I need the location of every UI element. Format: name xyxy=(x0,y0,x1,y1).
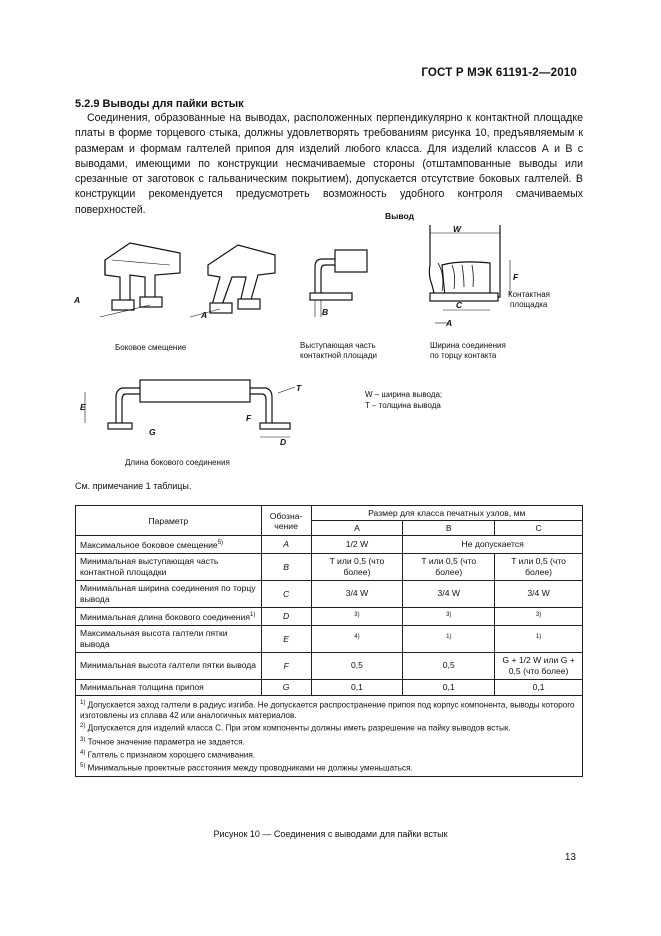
row-value-c: 1) xyxy=(535,634,542,641)
dim-a-label-1: A xyxy=(74,295,81,305)
page-number: 13 xyxy=(564,852,576,863)
row-param: Минимальная толщина припоя xyxy=(76,679,262,695)
row-symbol: G xyxy=(261,679,311,695)
note-before-table: См. примечание 1 таблицы. xyxy=(75,481,192,491)
row-value-c: G + 1/2 W или G + 0,5 (что более) xyxy=(495,652,583,679)
dim-g-label: G xyxy=(149,427,156,437)
row-symbol: D xyxy=(261,607,311,625)
caption-side-length: Длина бокового соединения xyxy=(125,458,230,467)
header-size: Размер для класса печатных узлов, мм xyxy=(311,506,582,521)
row-value-a: 3/4 W xyxy=(311,580,403,607)
end-joint-illustration xyxy=(429,225,510,323)
row-value-b: 0,5 xyxy=(403,652,495,679)
figure-10-drawing xyxy=(60,205,600,475)
header-class-c: C xyxy=(495,521,583,536)
row-value-b: 1) xyxy=(446,634,452,641)
pad-label-1: Контактная xyxy=(508,290,551,299)
header-class-a: A xyxy=(311,521,403,536)
row-value-a: 0,1 xyxy=(311,679,403,695)
header-parameter: Параметр xyxy=(76,506,262,536)
row-value-c: 0,1 xyxy=(495,679,583,695)
row-symbol: B xyxy=(261,553,311,580)
footnote: $^{5)}$ Минимальные проектные расстояния между проводниками не должны уменьшаться. xyxy=(80,763,413,773)
section-title: 5.2.9 Выводы для пайки встык xyxy=(75,98,244,110)
row-value-bc: Не допускается xyxy=(403,536,583,554)
dim-t-label: T xyxy=(296,383,302,393)
table-row xyxy=(76,625,583,652)
table-row xyxy=(76,607,583,625)
row-value-a: 4) xyxy=(354,634,360,641)
table-footnotes xyxy=(76,695,583,777)
row-symbol: C xyxy=(261,580,311,607)
dim-a-label-3: A xyxy=(446,318,453,328)
row-value-b: 3/4 W xyxy=(403,580,495,607)
legend-w: W – ширина вывода; xyxy=(365,390,443,399)
row-value-c: 3/4 W xyxy=(495,580,583,607)
row-value-c: T или 0,5 (что более) xyxy=(495,553,583,580)
row-param: Минимальная выступающая часть контактной площадки xyxy=(76,553,262,580)
dim-d-label: D xyxy=(280,437,287,447)
row-param: Минимальная длина бокового соединения xyxy=(80,611,250,622)
dim-a-label-2: A xyxy=(201,310,208,320)
table-row xyxy=(76,536,583,554)
row-value-b: 3) xyxy=(446,611,452,618)
dim-b-label: B xyxy=(322,307,329,317)
row-value-b: 0,1 xyxy=(403,679,495,695)
row-value-a: 3) xyxy=(354,611,360,618)
row-value-a: 1/2 W xyxy=(311,536,403,554)
row-param: Максимальная высота галтели пятки вывода xyxy=(76,625,262,652)
caption-side-offset: Боковое смещение xyxy=(115,343,187,352)
table-row xyxy=(76,679,583,695)
dim-e-label: E xyxy=(80,402,86,412)
row-param: Минимальная высота галтели пятки вывода xyxy=(76,652,262,679)
row-value-a: 0,5 xyxy=(311,652,403,679)
caption-end-width-2: по торцу контакта xyxy=(430,351,497,360)
document-id: ГОСТ Р МЭК 61191-2—2010 xyxy=(421,67,577,79)
figure-caption: Рисунок 10 — Соединения с выводами для пайки встык xyxy=(213,829,448,839)
row-value-a: T или 0,5 (что более) xyxy=(311,553,403,580)
side-joint-illustration xyxy=(85,380,295,437)
dim-f-label-2: F xyxy=(246,413,252,423)
table-row xyxy=(76,652,583,679)
header-symbol: Обозна-чение xyxy=(261,506,311,536)
row-symbol: F xyxy=(261,652,311,679)
footnote: $^{3)}$ Точное значение параметра не задается. xyxy=(80,736,245,747)
pad-protrusion-illustration xyxy=(310,250,367,317)
caption-end-width-1: Ширина соединения xyxy=(430,341,506,350)
footnote-ref: 1) xyxy=(250,611,256,618)
dim-c-label: C xyxy=(456,300,463,310)
table-row xyxy=(76,553,583,580)
dim-w-label: W xyxy=(453,224,462,234)
caption-pad-protrusion-2: контактной площади xyxy=(300,351,377,360)
row-param: Максимальное боковое смещение xyxy=(80,539,218,550)
table-row xyxy=(76,580,583,607)
row-value-c: 3) xyxy=(535,611,542,618)
legend-t: T – толщина вывода xyxy=(365,401,441,410)
pad-label-2: площадка xyxy=(510,300,548,309)
lead-label: Вывод xyxy=(385,211,414,221)
dim-f-label-1: F xyxy=(513,272,519,282)
row-param: Минимальная ширина соединения по торцу вывода xyxy=(76,580,262,607)
row-symbol: E xyxy=(261,625,311,652)
caption-pad-protrusion-1: Выступающая часть xyxy=(300,341,376,350)
section-paragraph: Соединения, образованные на выводах, расположенных перпендикулярно к контактной площадке платы в форме торцевого стыка, должны удовлетворять требованиям рисунка 10, предъявляемым к размерам и формам галтелей припоя для изделий любого класса. Для изделий классов А и В с выводами, имеющими по конструкции несмачиваемые стороны (отштампованные выводы или срезанные от заготовок с гальваническим покрытием), допускается отсутствие боковых галтелей. В конструкции рекомендуется предусмотреть возможность удобного контроля смачиваемых поверхностей. xyxy=(75,112,583,216)
row-value-b: T или 0,5 (что более) xyxy=(403,553,495,580)
side-offset-illustration xyxy=(100,243,275,317)
footnote: $^{1)}$ Допускается заход галтели в радиус изгиба. Не допускается распространение припоя под корпус компонента, выводы которого изготовлены из сплава 42 или аналогичных материалов. xyxy=(80,699,575,720)
requirements-table xyxy=(75,505,583,777)
footnote-ref: 5) xyxy=(217,540,224,546)
header-class-b: B xyxy=(403,521,495,536)
footnote: $^{2)}$ Допускается для изделий класса С. При этом компоненты должны иметь разрешение на пайку выводов встык. xyxy=(80,723,511,734)
row-symbol: A xyxy=(261,536,311,554)
footnote: $^{4)}$ Галтель с признаком хорошего смачивания. xyxy=(80,749,256,760)
